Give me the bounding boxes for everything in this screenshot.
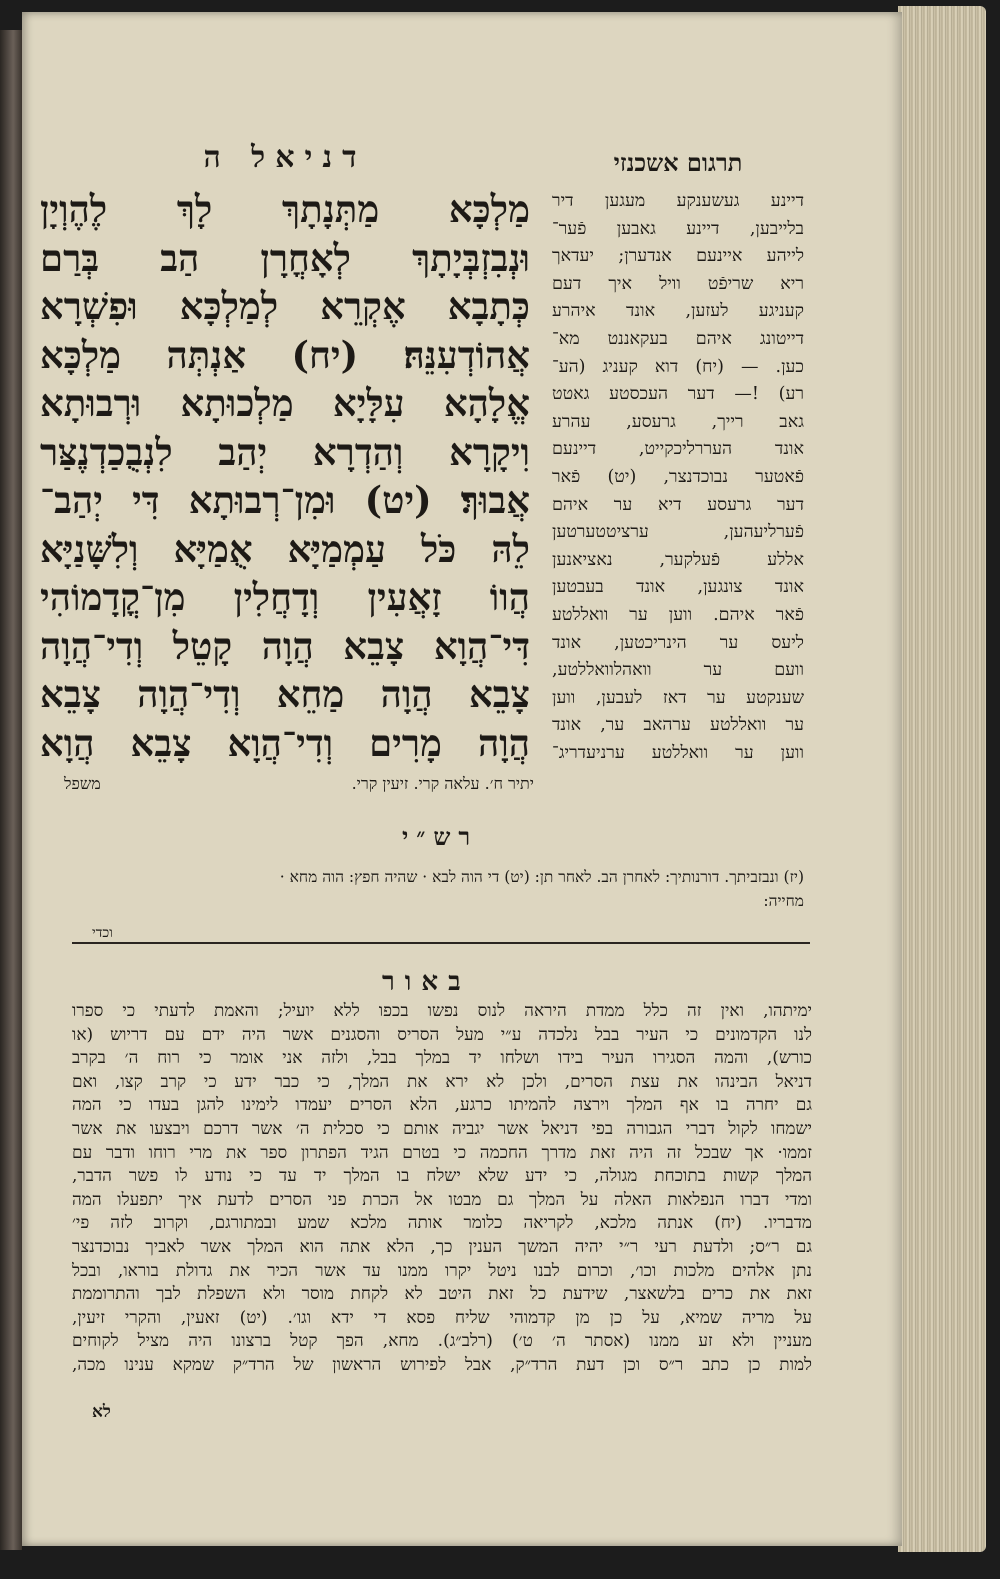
yiddish-line: רע) !— דער העכסטע גאטט [552, 384, 804, 405]
rashi-line: (יז) ונבזביתך. דורנותיך: לאחרן הב. לאחר תן: (יט) די הוה לבא · שהיה חפץ: הוה מחא · [279, 868, 804, 886]
textual-notes [64, 774, 534, 794]
yiddish-line: כען. — (יח) דוא קעניג (הע־ [552, 356, 804, 377]
biur-line: לנו הקדמונים כי העיר בבל נלכדה ע״י מעל הסריס והסגנים אשר היה ידם עם דריוש (או [72, 1024, 812, 1045]
aramaic-line: צָבֵא הֲוָה מַחֵא וְדִי־הֲוָה צָבֵא [40, 672, 530, 716]
yiddish-line: קעניגע לעזען, אונד איהרע [552, 301, 804, 322]
yiddish-line: אונד העררליכקייט, דיינעם [552, 439, 804, 460]
biur-line: ומדי דברו הנפלאות האלה על המלך גם מבטו אל הכרת פני הסרים לדעת איך יתפעלו המה [72, 1189, 812, 1210]
aramaic-line: הֲווֹ זָאֲעִין וְדָחֲלִין מִן־קֳדָמוֹהִי [40, 575, 530, 619]
biur-line: על מריה שמיא, על כן מן קדמוהי שליח פסא די ידא וגו׳. (יט) זאעין, והקרי זיעין, [72, 1307, 812, 1328]
running-header: דניאל ה [203, 140, 367, 175]
rashi-line: מחייה: [763, 892, 804, 910]
yiddish-line: דיינע געשענקע מעגען דיר [552, 191, 804, 211]
aramaic-line: כְּתָבָא אֶקְרֵא לְמַלְכָּא וּפִשְׁרָא [40, 284, 530, 328]
yiddish-line: וועם ער וואהלוואללטע, [552, 660, 804, 681]
yiddish-line: גאב רייך, גרעסע, עהרע [552, 411, 804, 432]
page-edges [898, 6, 986, 1552]
yiddish-line: דער גרעסע דיא ער איהם [552, 494, 804, 515]
biur-line: גם ר״ס; ולדעת רעי ר״י יהיה המשך הענין כך, הלא אתה הוא המלך אשר לאביך נבוכדנצר [72, 1236, 812, 1257]
aramaic-line: הֲוָה מָרִים וְדִי־הֲוָא צָבֵא הֲוָא [40, 720, 530, 765]
biur-line: מדבריו. (יח) אנתה מלכא, לקריאה כלומר אותה מלכא שמע ובמתורגם, וקרוב לזה פי׳ [72, 1213, 812, 1234]
yiddish-line: בלייבען, דיינע גאבען פֿער־ [552, 218, 804, 239]
aramaic-line: אֱלָהָא עִלָּיָא מַלְכוּתָא וּרְבוּתָא [40, 381, 530, 425]
yiddish-line: ווען ער וואללטע ערניעדריג־ [552, 742, 804, 763]
biur-line: זאת את כרים בלשאצר, שידעת כל זאת היטב לא לקחת מוסר ולא השפלת לבך והתרוממת [72, 1284, 812, 1305]
biur-line: למות כן כתב ר״ס וכן דעת הרד״ק, אבל לפירוש הראשון של הרד״ק שמקא ענינו מכה, [72, 1354, 812, 1375]
biur-line: כורש), והמה הסגירו העיר בידו ושלחו יד במלך בבל, ולזה אני אומר כי רוח ה׳ בקרב [72, 1048, 812, 1069]
biur-line: ישמחו לקול דברי הגבורה בפי דניאל אשר יגביה אותם כי סכלית ה׳ אשר דרכם ויבצעו את אשר [72, 1118, 812, 1139]
yiddish-line: פֿאר איהם. ווען ער וואללטע [552, 604, 804, 625]
biur-line: זממו· אך שבכל זה היה זאת מדרך החכמה כי בטרם הגיד הפתרון ספר את מרי רוחו ודבר עם [72, 1142, 812, 1163]
book-page [22, 12, 902, 1546]
yiddish-line: פֿערליעהען, ערציטטערטען [552, 522, 804, 543]
yiddish-line: ריא שריפֿט וויל איך דעם [552, 273, 804, 294]
biur-line: נתן אלהים מלכות וכו׳, וכרום לבנו ניטל יקרו ממנו עד אשר הכיר את גדולת בוראו, ובכל [72, 1260, 812, 1281]
rashi-title: רש״י [402, 822, 479, 851]
yiddish-line: אונד צונגען, אונד בעבטען [552, 577, 804, 598]
binding-edge [0, 30, 22, 1550]
aramaic-line: וּנְבִזְבְּיָתָךְ לְאָחֳרָן הַב בְּרַם [40, 235, 530, 280]
aramaic-line: מַלְכָּא מַתְּנָתָךְ לָךְ לֶהֶוְיָן [40, 187, 530, 231]
yiddish-line: ער וואללטע ערהאב ער, אונד [552, 715, 804, 736]
yiddish-line: דייטונג איהם בעקאננט מא־ [552, 328, 804, 349]
section-divider [72, 942, 810, 944]
textual-notes-catch: משפל [64, 774, 101, 793]
yiddish-line: שענקטע ער דאז לעבען, ווען [552, 687, 804, 708]
biur-commentary [72, 1000, 812, 1378]
biur-title: באור [382, 967, 471, 997]
yiddish-line: ליעס ער הינריכטען, אונד [552, 632, 804, 653]
yiddish-header: תרגום אשכנזי [613, 148, 743, 177]
yiddish-line: פֿאטער נבוכדנצר, (יט) פֿאר [552, 466, 804, 487]
aramaic-line: דִּי־הֲוָא צָבֵא הֲוָה קָטֵל וְדִי־הֲוָה [40, 623, 530, 668]
aramaic-line: וִיקָרָא וְהַדְרָא יְהַב לִנְבֻכַדְנֶצַּר [40, 429, 530, 474]
aramaic-line: אֲבוּךְ׃ (יט) וּמִן־רְבוּתָא דִּי יְהַב־ [40, 478, 530, 522]
biur-line: מעניין ולא זע ממנו (אסתר ה׳ ט׳) (רלב״ג). מחא, הפך קטל ברצונו היה מציל לקוחים [72, 1331, 812, 1352]
aramaic-line: אֲהוֹדְעִנֵּהּ׃ (יח) אַנְתְּה מַלְכָּא [40, 332, 530, 377]
textual-notes-main: יתיר ח׳. עלאה קרי. זיעין קרי. [351, 774, 534, 793]
biur-line: ימיתהו, ואין זה כלל ממדת היראה לנוס נפשו בכפו ללא יועיל; והאמת לדעתי כי ספרו [72, 1001, 812, 1021]
biur-line: דניאל הבינהו את עצת הסרים, ולכן לא ירא את המלך, כי כבר ידע כי קרב קצו, ואם [72, 1071, 812, 1092]
biur-line: גם יחרה בו אף המלך וירצה להמיתו כרגע, הלא הסרים יעמדו לימינו להגן בעדו כי המה [72, 1095, 812, 1116]
yiddish-line: אללע פֿעלקער, נאציאנען [552, 549, 804, 570]
aramaic-column [40, 140, 530, 767]
catchword: וכדי [92, 925, 113, 941]
yiddish-line: לייהע איינעם אנדערן; יעדאך [552, 246, 804, 267]
yiddish-column [552, 148, 804, 767]
aramaic-line: לֵהּ כֹּל עַמְמַיָּא אֻמַיָּא וְלִשָּׁנַיָּא [40, 526, 530, 571]
biur-line: המלך קשות בתוכחת מגולה, כי ידע שלא ישלח בו המלך יד עד כי נודע לו פשר הדבר, [72, 1166, 812, 1187]
catchword: לא [92, 1402, 111, 1422]
